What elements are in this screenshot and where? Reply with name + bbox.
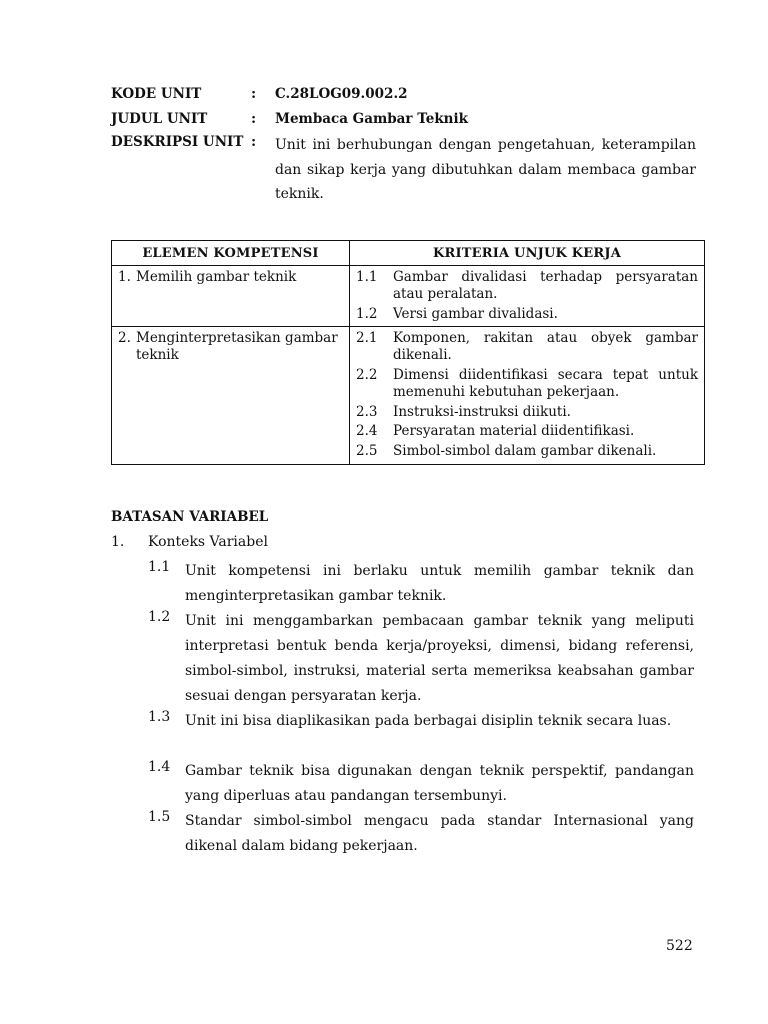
- table-row: [112, 266, 705, 327]
- page-number: 522: [666, 938, 693, 954]
- sub-item-number: 1.5: [148, 809, 171, 825]
- criteria-item: [356, 367, 698, 401]
- criteria-text: Instruksi-instruksi diikuti.: [393, 403, 571, 420]
- element-text: Menginterpretasikan gambar teknik: [136, 330, 338, 364]
- criteria-item: [356, 443, 698, 460]
- criteria-number: 2.5: [356, 443, 378, 460]
- criteria-number: 1.1: [356, 269, 378, 285]
- elemen-kompetensi-header: ELEMEN KOMPETENSI: [112, 241, 350, 266]
- sub-item-text: Unit ini bisa diaplikasikan pada berbagai disiplin teknik secara luas.: [185, 713, 672, 729]
- criteria-text: Versi gambar divalidasi.: [393, 305, 558, 322]
- criteria-number: 2.3: [356, 403, 378, 420]
- element-number: 2.: [118, 330, 131, 347]
- kode-unit-colon: :: [251, 86, 257, 102]
- sub-item-text: Unit ini menggambarkan pembacaan gambar teknik yang meliputi interpretasi bentuk benda kerja/proyeksi, dimensi, bidang referensi, simbol-simbol, instruksi, material serta memeriksa keabsahan gambar sesuai dengan persyaratan kerja.: [185, 613, 694, 704]
- element-number: 1.: [118, 269, 131, 285]
- table-row: [112, 327, 705, 465]
- kode-unit-value: C.28LOG09.002.2: [275, 86, 408, 102]
- element-text: Memilih gambar teknik: [136, 269, 297, 285]
- item-number: 1.: [111, 534, 125, 550]
- sub-item-text: Standar simbol-simbol mengacu pada standar Internasional yang dikenal dalam bidang pekerjaan.: [185, 813, 694, 854]
- judul-unit-label: JUDUL UNIT: [111, 111, 208, 127]
- sub-item-number: 1.3: [148, 709, 171, 725]
- criteria-number: 2.4: [356, 423, 378, 440]
- criteria-text: Persyaratan material diidentifikasi.: [393, 423, 635, 440]
- criteria-item: [356, 269, 698, 303]
- judul-unit-value: Membaca Gambar Teknik: [275, 111, 468, 127]
- criteria-cell: [350, 327, 705, 465]
- element-cell: [112, 327, 350, 465]
- kode-unit-label: KODE UNIT: [111, 86, 202, 102]
- deskripsi-unit-colon: :: [251, 134, 257, 150]
- sub-item-number: 1.2: [148, 609, 171, 625]
- criteria-number: 2.2: [356, 366, 378, 383]
- criteria-text: Dimensi diidentifikasi secara tepat untuk memenuhi kebutuhan pekerjaan.: [393, 366, 698, 400]
- judul-unit-colon: :: [251, 111, 257, 127]
- deskripsi-unit-value: Unit ini berhubungan dengan pengetahuan, keterampilan dan sikap kerja yang dibutuhkan dalam membaca gambar teknik.: [275, 137, 696, 202]
- sub-item-number: 1.4: [148, 759, 171, 775]
- sub-item-text: Unit kompetensi ini berlaku untuk memilih gambar teknik dan menginterpretasikan gambar teknik.: [185, 563, 694, 604]
- batasan-variabel-title: BATASAN VARIABEL: [111, 509, 269, 525]
- item-text: Konteks Variabel: [148, 534, 268, 550]
- criteria-number: 1.2: [356, 305, 378, 322]
- kriteria-unjuk-kerja-header: KRITERIA UNJUK KERJA: [350, 241, 705, 266]
- sub-item-number: 1.1: [148, 559, 171, 575]
- criteria-item: [356, 330, 698, 364]
- criteria-number: 2.1: [356, 330, 378, 347]
- deskripsi-unit-label: DESKRIPSI UNIT: [111, 134, 244, 150]
- criteria-item: [356, 306, 698, 323]
- criteria-text: Gambar divalidasi terhadap persyaratan atau peralatan.: [393, 269, 698, 302]
- element-cell: [112, 266, 350, 327]
- criteria-cell: [350, 266, 705, 327]
- criteria-text: Simbol-simbol dalam gambar dikenali.: [393, 443, 657, 460]
- criteria-item: [356, 423, 698, 440]
- competency-table: [111, 240, 705, 465]
- criteria-item: [356, 404, 698, 421]
- criteria-text: Komponen, rakitan atau obyek gambar dikenali.: [393, 330, 698, 364]
- sub-item-text: Gambar teknik bisa digunakan dengan teknik perspektif, pandangan yang diperluas atau pandangan tersembunyi.: [185, 763, 694, 804]
